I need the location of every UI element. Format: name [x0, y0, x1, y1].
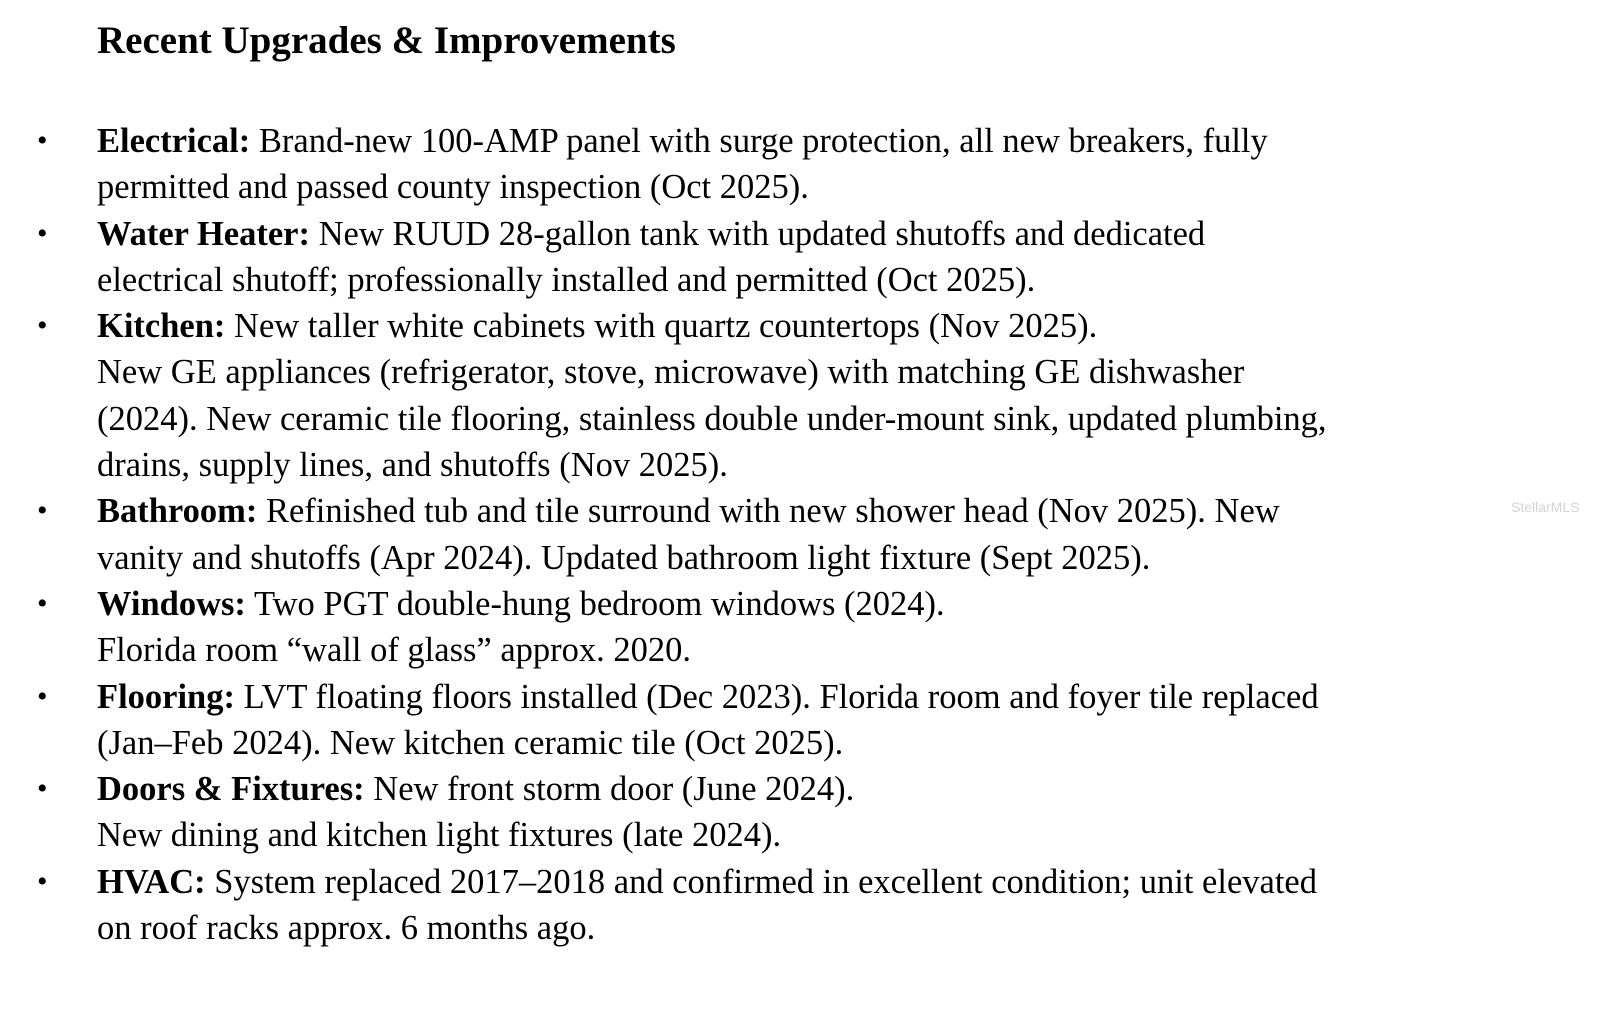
- list-item-hvac: [0, 859, 1600, 952]
- bullet-icon: •: [37, 216, 48, 250]
- list-item-electrical: [0, 118, 1600, 211]
- item-label: Windows:: [97, 584, 246, 623]
- item-text: New dining and kitchen light fixtures (late 2024).: [97, 816, 782, 855]
- item-text: drains, supply lines, and shutoffs (Nov 2025).: [97, 446, 728, 485]
- item-text: System replaced 2017–2018 and confirmed in excellent condition; unit elevated: [214, 862, 1317, 901]
- bullet-icon: •: [37, 309, 48, 343]
- item-text: Refinished tub and tile surround with new shower head (Nov 2025). New: [265, 492, 1280, 531]
- watermark: StellarMLS: [1511, 499, 1580, 515]
- item-line: [97, 211, 1600, 257]
- item-text: New taller white cabinets with quartz countertops (Nov 2025).: [234, 307, 1098, 346]
- item-text: LVT floating floors installed (Dec 2023). Florida room and foyer tile replaced: [243, 677, 1319, 716]
- item-label: Water Heater:: [97, 214, 310, 253]
- item-line: [97, 303, 1600, 349]
- item-text: Brand-new 100-AMP panel with surge protection, all new breakers, fully: [258, 122, 1268, 160]
- bullet-icon: •: [37, 124, 48, 157]
- item-text: vanity and shutoffs (Apr 2024). Updated bathroom light fixture (Sept 2025).: [97, 538, 1151, 577]
- item-text: electrical shutoff; professionally installed and permitted (Oct 2025).: [97, 260, 1036, 299]
- item-line: [97, 581, 1600, 627]
- item-line: [97, 488, 1600, 534]
- bullet-icon: •: [37, 586, 48, 620]
- item-text: New GE appliances (refrigerator, stove, microwave) with matching GE dishwasher: [97, 353, 1245, 392]
- item-line: [97, 766, 1600, 812]
- list-item-water-heater: [0, 211, 1600, 304]
- bullet-icon: •: [37, 772, 48, 806]
- bullet-icon: •: [37, 864, 48, 898]
- document-title: Recent Upgrades & Improvements: [97, 19, 676, 62]
- item-line: [97, 118, 1600, 164]
- list-item-windows: [0, 581, 1600, 674]
- bullet-icon: •: [37, 679, 48, 713]
- item-label: Doors & Fixtures:: [97, 770, 365, 809]
- list-item-bathroom: [0, 488, 1600, 581]
- bullet-icon: •: [37, 494, 48, 528]
- item-text: Two PGT double-hung bedroom windows (2024).: [253, 584, 945, 623]
- item-text: (2024). New ceramic tile flooring, stainless double under-mount sink, updated plumbing,: [97, 399, 1327, 438]
- item-line: [97, 859, 1600, 905]
- list-item-kitchen: [0, 303, 1600, 488]
- item-label: Flooring:: [97, 677, 235, 716]
- item-text: (Jan–Feb 2024). New kitchen ceramic tile (Oct 2025).: [97, 723, 844, 762]
- list-item-flooring: [0, 674, 1600, 767]
- item-label: HVAC:: [97, 862, 206, 901]
- upgrades-list: [0, 118, 1600, 951]
- item-text: permitted and passed county inspection (Oct 2025).: [97, 168, 809, 207]
- item-text: New RUUD 28-gallon tank with updated shutoffs and dedicated: [318, 214, 1206, 253]
- item-line: [97, 674, 1600, 720]
- item-label: Bathroom:: [97, 492, 258, 531]
- item-text: New front storm door (June 2024).: [373, 770, 855, 809]
- item-text: on roof racks approx. 6 months ago.: [97, 909, 596, 948]
- list-item-doors-fixtures: [0, 766, 1600, 859]
- item-label: Electrical:: [97, 122, 251, 160]
- item-label: Kitchen:: [97, 307, 226, 346]
- item-text: Florida room “wall of glass” approx. 2020.: [97, 631, 692, 670]
